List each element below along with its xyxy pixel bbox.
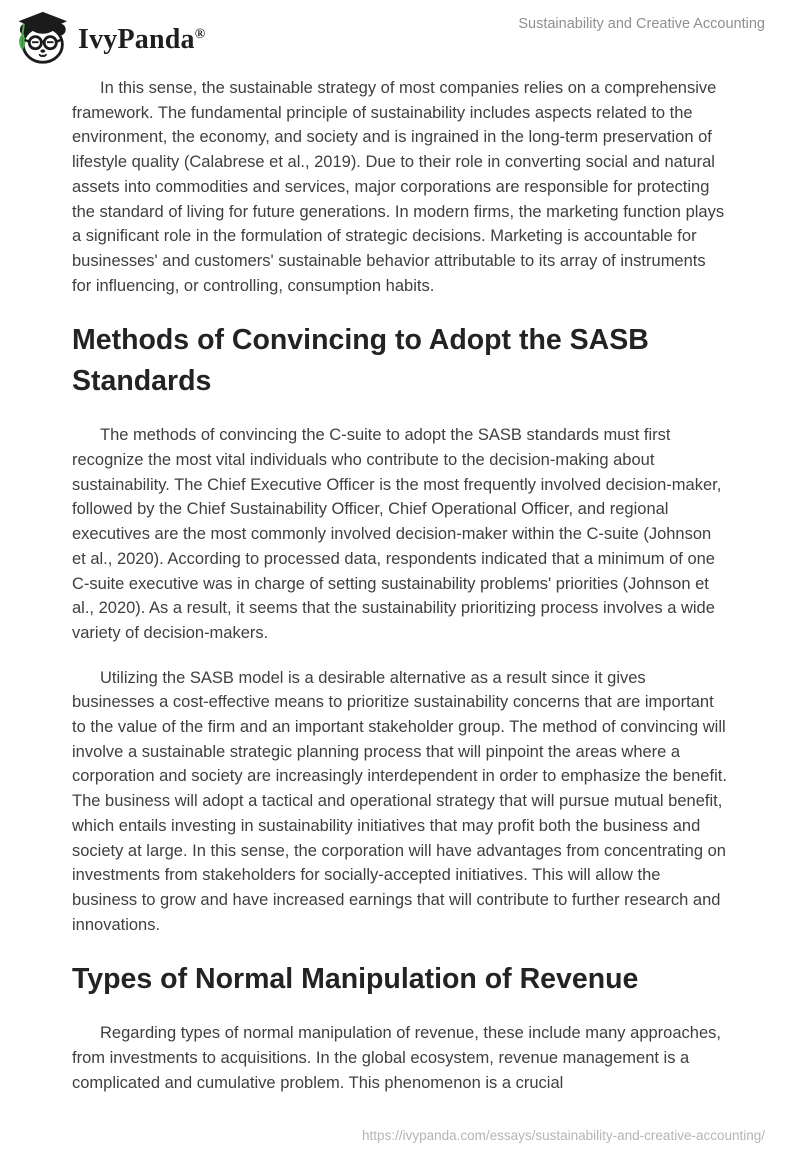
paragraph: The methods of convincing the C-suite to adopt the SASB standards must first recognize the most vital individuals who contribute to the decision-making about sustainability. The Chief Executive Officer is the most frequently involved decision-maker, followed by the Chief Sustainability Officer, Chief Operational Officer, and regional executives are the most commonly involved decision-maker within the C-suite (Johnson et al., 2020). According to processed data, respondents indicated that a minimum of one C-suite executive was in charge of setting sustainability problems' priorities (Johnson et al., 2020). As a result, it seems that the sustainability prioritizing process involves a wide variety of decision-makers.: [72, 426, 722, 642]
paragraph: Regarding types of normal manipulation of revenue, these include many approaches, from investments to acquisitions. In the global ecosystem, revenue management is a complicated and cumulative problem. This phenomenon is a crucial: [72, 1024, 721, 1092]
article-body: [72, 76, 728, 1096]
section-heading-sasb-standards: Methods of Convincing to Adopt the SASB Standards: [72, 324, 649, 398]
intro-paragraph: In this sense, the sustainable strategy of most companies relies on a comprehensive framework. The fundamental principle of sustainability includes aspects related to the environment, the economy, and society and is ingrained in the long-term preservation of lifestyle quality (Calabrese et al., 2019). Due to their role in converting social and natural assets into commodities and services, major corporations are responsible for protecting the standard of living for future generations. In modern firms, the marketing function plays a significant role in the formulation of strategic decisions. Marketing is accountable for businesses' and customers' sustainable behavior attributable to its array of instruments for influencing, or controlling, consumption habits.: [72, 79, 725, 295]
page-header: [0, 0, 800, 68]
paragraph: Utilizing the SASB model is a desirable alternative as a result since it gives businesses a cost-effective means to prioritize sustainability concerns that are important to the value of the firm and an important stakeholder group. The method of convincing will involve a sustainable strategic planning process that will pinpoint the areas where a corporation and society are increasingly interdependent in order to emphasize the benefit. The business will adopt a tactical and operational strategy that will pursue mutual benefit, which entails investing in sustainability initiatives that may profit both the business and society at large. In this sense, the corporation will have advantages from concentrating on investments from stakeholders for socially-accepted initiatives. This will allow the business to grow and have increased earnings that will contribute to further research and innovations.: [72, 668, 727, 934]
brand-name: IvyPanda®: [78, 24, 206, 55]
page-footer: [362, 1128, 765, 1143]
ivypanda-logo: [12, 8, 205, 67]
section-heading-revenue-manipulation: Types of Normal Manipulation of Revenue: [72, 963, 639, 996]
panda-graduation-cap-icon: [12, 11, 68, 65]
registered-trademark-symbol: ®: [194, 27, 206, 42]
source-url-link[interactable]: https://ivypanda.com/essays/sustainability-and-creative-accounting/: [362, 1128, 765, 1143]
document-title: Sustainability and Creative Accounting: [518, 16, 765, 32]
